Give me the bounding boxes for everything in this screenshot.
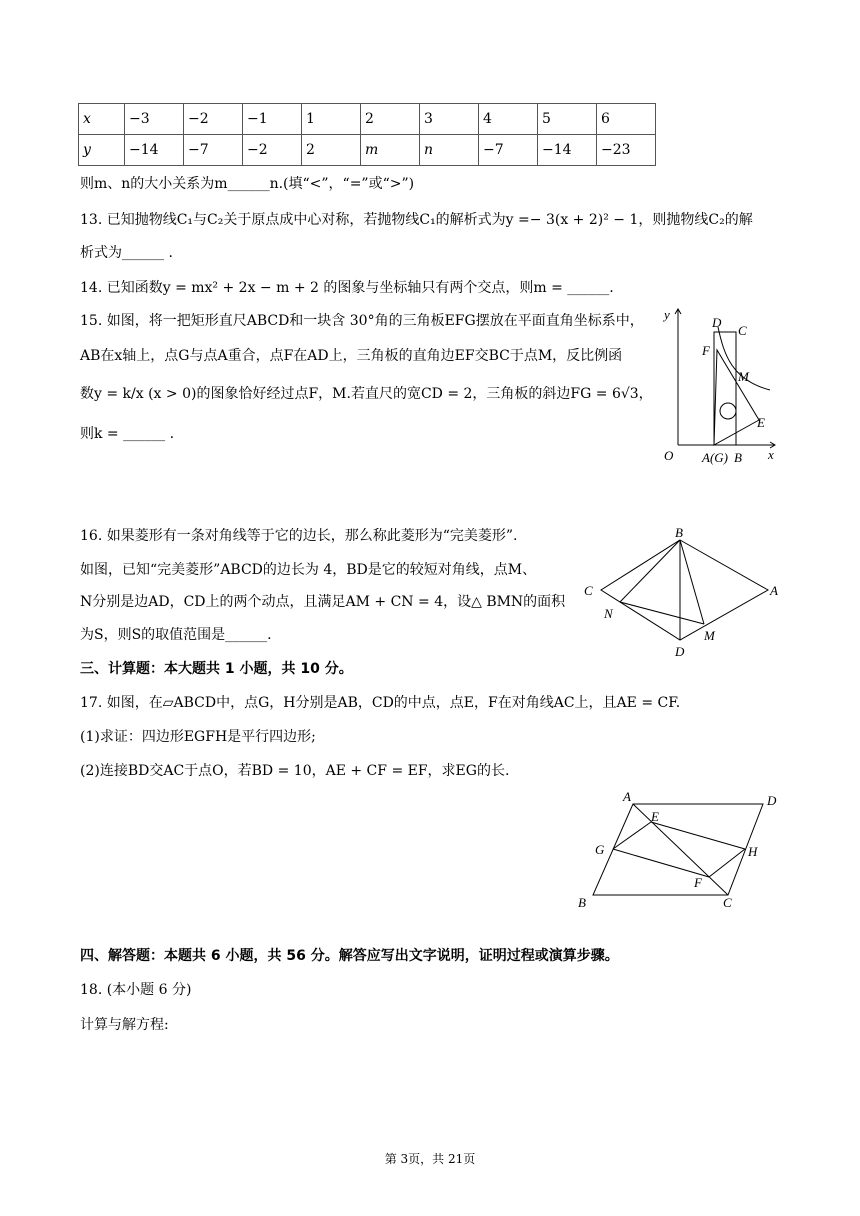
fig-label: B [578,895,586,910]
q14-text: 14. 已知函数y = mx² + 2x − m + 2 的图象与坐标轴只有两个交点，则m = ______. [80,280,614,296]
table-cell: −23 [597,135,656,166]
fig-label: M [738,369,749,384]
fig-label: C [738,323,747,338]
fig-label: B [675,525,683,540]
section-4-heading: 四、解答题：本题共 6 小题，共 56 分。解答应写出文字说明，证明过程或演算步骤。 [80,948,619,964]
fig-label: x [768,447,774,462]
fig-label: D [712,315,722,330]
table-cell: −1 [243,104,302,135]
fig-label: F [694,875,702,890]
table-cell: n [420,135,479,166]
fig-label: A(G) [702,450,728,465]
fig-label: O [664,448,674,463]
fig-label: B [734,450,742,465]
xy-value-table [78,103,656,166]
q15-line-2: AB在x轴上，点G与点A重合，点F在AD上，三角板的直角边EF交BC于点M，反比例函 [80,348,623,364]
q16-line-1: 16. 如果菱形有一条对角线等于它的边长，那么称此菱形为“完美菱形”. [80,528,518,544]
table-cell: 2 [302,135,361,166]
table-cell: m [361,135,420,166]
section-3-heading: 三、计算题：本大题共 1 小题，共 10 分。 [80,661,353,677]
q17-line-1: 17. 如图，在▱ABCD中，点G，H分别是AB，CD的中点，点E，F在对角线AC上，且AE = CF. [80,695,681,711]
table-cell: x [79,104,125,135]
table-cell: −2 [184,104,243,135]
q13-line-2: 析式为______ . [80,245,173,261]
fig-label: A [770,583,778,598]
table-cell: 2 [361,104,420,135]
q17-line-3: (2)连接BD交AC于点O，若BD = 10，AE + CF = EF，求EG的长. [80,763,510,779]
fig-label: H [748,844,758,859]
table-cell: 4 [479,104,538,135]
fig-label: A [623,789,631,804]
table-cell: y [79,135,125,166]
table-cell: −7 [184,135,243,166]
fig-label: E [651,809,659,824]
q15-line-1: 15. 如图，将一把矩形直尺ABCD和一块含 30°角的三角板EFG摆放在平面直角坐标系中， [80,313,644,329]
fig-label: E [757,415,765,430]
fig-label: M [704,628,715,643]
table-cell: 1 [302,104,361,135]
q15-coordinate-figure [660,305,780,470]
fig-label: D [675,644,685,659]
fig-label: C [584,583,593,598]
table-cell: −14 [538,135,597,166]
q12-answer-line: 则m、n的大小关系为m______n.(填“<”，“=”或“>”) [80,176,415,192]
table-cell: −7 [479,135,538,166]
parallelogram-abcd [593,804,763,895]
q15-line-4: 则k = ______ . [80,426,175,442]
q16-line-4: 为S，则S的取值范围是______. [80,627,272,643]
fig-label: F [702,343,710,358]
ruler-rectangle [714,332,736,445]
fig-label: y [664,307,670,322]
table-cell: −2 [243,135,302,166]
fig-label: D [767,793,777,808]
table-row [79,135,656,166]
table-cell: 6 [597,104,656,135]
q17-parallelogram-figure [573,787,788,912]
table-cell: 5 [538,104,597,135]
q13-line-1: 13. 已知抛物线C₁与C₂关于原点成中心对称，若抛物线C₁的解析式为y =− 3(x + 2)² − 1，则抛物线C₂的解 [80,212,753,228]
page-footer: 第 3页，共 21页 [384,1152,476,1166]
q16-line-3: N分别是边AD，CD上的两个动点，且满足AM + CN = 4，设△ BMN的面积 [80,594,566,610]
table-cell: −14 [125,135,184,166]
table-row [79,104,656,135]
q16-rhombus-figure [578,525,788,660]
table-cell: −3 [125,104,184,135]
fig-label: N [604,606,613,621]
q17-line-2: (1)求证：四边形EGFH是平行四边形; [80,729,316,745]
q15-line-3: 数y = k/x (x > 0)的图象恰好经过点F，M.若直尺的宽CD = 2，三角板的斜边FG = 6√3， [80,386,653,402]
fig-label: G [595,842,605,857]
q16-line-2: 如图，已知“完美菱形”ABCD的边长为 4，BD是它的较短对角线，点M、 [80,562,537,578]
fig-label: C [723,895,732,910]
q18-line-2: 计算与解方程: [80,1017,169,1033]
q18-line-1: 18. (本小题 6 分) [80,982,192,998]
table-cell: 3 [420,104,479,135]
